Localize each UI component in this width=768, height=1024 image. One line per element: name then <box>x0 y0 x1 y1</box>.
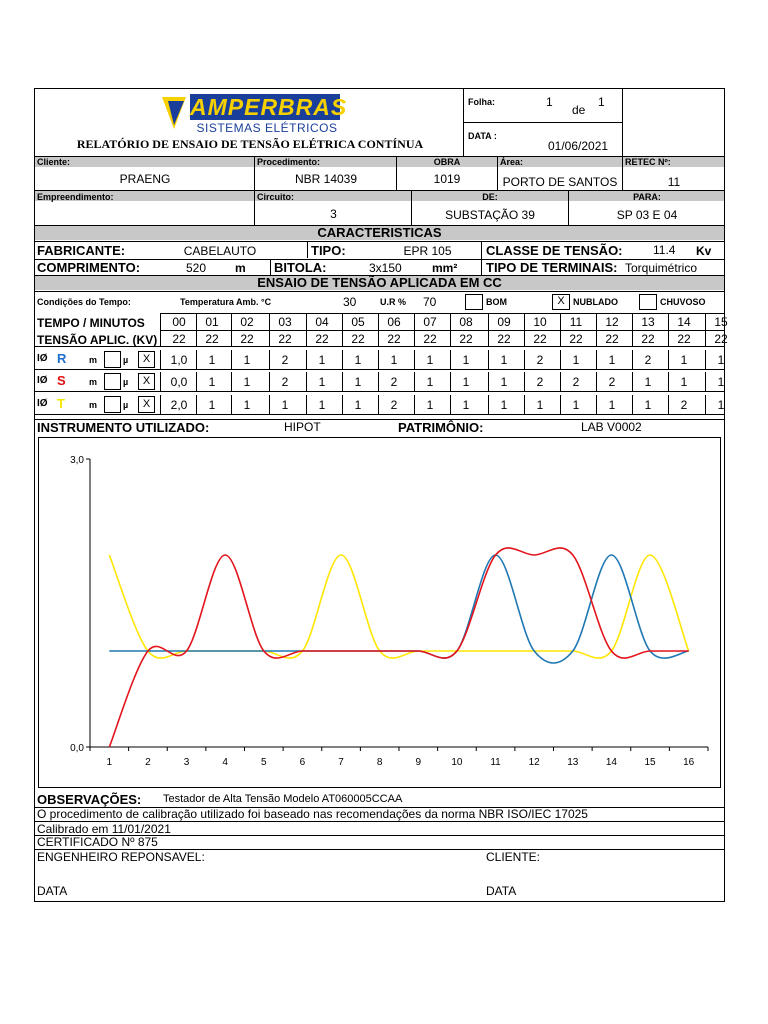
classe-label: CLASSE DE TENSÃO: <box>486 243 623 258</box>
bitola-value: 3x150 <box>369 261 402 275</box>
phase-value-cell: 2 <box>536 375 544 389</box>
unit-micro-label: µ <box>123 400 129 410</box>
voltage-cell: 22 <box>315 332 329 346</box>
patrimonio-label: PATRIMÔNIO: <box>398 420 484 435</box>
nublado-checkbox[interactable]: X <box>552 294 570 310</box>
phase-value-cell: 2,0 <box>170 398 188 412</box>
cliente-value: PRAENG <box>119 172 171 186</box>
unit-m-checkbox[interactable] <box>104 351 121 368</box>
logo-subtitle: SISTEMAS ELÉTRICOS <box>196 121 338 135</box>
calibration-date: Calibrado em 11/01/2021 <box>37 822 171 836</box>
minute-cell: 07 <box>423 315 437 329</box>
phase-value-cell: 2 <box>390 375 398 389</box>
phase-value-cell: 1 <box>208 398 216 412</box>
x-tick-label: 9 <box>415 757 422 768</box>
patrimonio-value: LAB V0002 <box>581 420 642 434</box>
x-tick-label: 4 <box>222 757 228 768</box>
bom-label: BOM <box>486 297 507 307</box>
x-tick-label: 6 <box>299 757 306 768</box>
phase-value-cell: 1 <box>281 398 289 412</box>
x-tick-label: 2 <box>145 757 151 768</box>
procedimento-value: NBR 14039 <box>294 172 358 186</box>
phase-value-cell: 1 <box>208 353 216 367</box>
voltage-cell: 22 <box>205 332 219 346</box>
observacoes-value: Testador de Alta Tensão Modelo AT060005CCAA <box>163 793 403 805</box>
phase-prefix: IØ <box>37 375 48 386</box>
cliente-sign-label: CLIENTE: <box>486 850 541 864</box>
voltage-cell: 22 <box>605 332 619 346</box>
tipo-value: EPR 105 <box>403 244 452 258</box>
y-tick-label: 3,0 <box>70 455 84 466</box>
series-line-t <box>109 555 688 658</box>
minute-cell: 12 <box>605 315 619 329</box>
phase-value-cell: 1 <box>354 375 362 389</box>
phase-value-cell: 1 <box>717 353 725 367</box>
phase-prefix: IØ <box>37 353 48 364</box>
x-tick-label: 7 <box>338 757 344 768</box>
voltage-cell: 22 <box>351 332 365 346</box>
ur-value: 70 <box>423 295 437 309</box>
obra-value: 1019 <box>433 172 461 186</box>
circuito-value: 3 <box>330 207 337 221</box>
unit-micro-checkbox[interactable]: X <box>138 351 155 368</box>
minute-cell: 14 <box>677 315 691 329</box>
phase-value-cell: 1 <box>608 353 616 367</box>
para-value: SP 03 E 04 <box>616 208 678 222</box>
y-tick-label: 0,0 <box>70 743 84 754</box>
phase-value-cell: 1 <box>318 353 326 367</box>
phase-value-cell: 1 <box>572 353 580 367</box>
phase-value-cell: 1 <box>680 353 688 367</box>
phase-value-cell: 2 <box>644 353 652 367</box>
phase-value-cell: 1 <box>208 375 216 389</box>
phase-value-cell: 2 <box>390 398 398 412</box>
voltage-cell: 22 <box>497 332 511 346</box>
phase-value-cell: 1 <box>462 353 470 367</box>
series-line-s <box>109 548 688 747</box>
comprimento-label: COMPRIMENTO: <box>37 260 141 275</box>
circuito-label: Circuito: <box>257 192 294 202</box>
observacoes-label: OBSERVAÇÕES: <box>37 792 142 807</box>
phase-value-cell: 1 <box>426 353 434 367</box>
voltage-cell: 22 <box>533 332 547 346</box>
x-tick-label: 11 <box>490 757 501 768</box>
grid-line <box>34 346 725 347</box>
phase-value-cell: 1 <box>717 375 725 389</box>
data-value: 01/06/2021 <box>548 139 609 153</box>
minute-cell: 02 <box>240 315 254 329</box>
phase-value-cell: 1 <box>462 375 470 389</box>
instrumento-label: INSTRUMENTO UTILIZADO: <box>37 420 210 435</box>
minute-cell: 09 <box>497 315 511 329</box>
x-tick-label: 1 <box>106 757 113 768</box>
folha-total: 1 <box>598 95 605 109</box>
phase-letter: S <box>57 373 66 388</box>
phase-value-cell: 2 <box>680 398 688 412</box>
area-label: Área: <box>500 157 524 167</box>
minute-cell: 00 <box>172 315 186 329</box>
phase-row-line <box>34 369 725 370</box>
minute-cell: 08 <box>459 315 473 329</box>
unit-micro-checkbox[interactable]: X <box>138 396 155 413</box>
procedimento-label: Procedimento: <box>257 157 321 167</box>
phase-value-cell: 1 <box>354 398 362 412</box>
phase-value-cell: 1 <box>644 398 652 412</box>
chuvoso-label: CHUVOSO <box>660 297 706 307</box>
logo-mark <box>160 95 190 131</box>
phase-value-cell: 1 <box>243 353 251 367</box>
grid-line <box>160 330 725 331</box>
phase-value-cell: 1 <box>243 375 251 389</box>
bitola-label: BITOLA: <box>274 260 327 275</box>
phase-value-cell: 1 <box>717 398 725 412</box>
tensao-label: TENSÃO APLIC. (KV) <box>37 333 158 347</box>
temperatura-label: Temperatura Amb. °C <box>180 297 272 307</box>
de-label: DE: <box>482 192 498 202</box>
engenheiro-date-label: DATA <box>37 884 68 898</box>
de-value: SUBSTAÇÃO 39 <box>445 208 535 222</box>
comprimento-value: 520 <box>186 261 207 275</box>
tempo-label: TEMPO / MINUTOS <box>37 316 145 330</box>
x-tick-label: 10 <box>451 757 463 768</box>
x-tick-label: 14 <box>605 757 617 768</box>
grid-line <box>160 313 725 314</box>
comprimento-unit: m <box>235 261 246 275</box>
voltage-cell: 22 <box>677 332 691 346</box>
fabricante-value: CABELAUTO <box>183 244 257 258</box>
unit-micro-checkbox[interactable]: X <box>138 373 155 390</box>
minute-cell: 10 <box>533 315 547 329</box>
unit-m-label: m <box>89 400 98 410</box>
nublado-label: NUBLADO <box>573 297 618 307</box>
phase-value-cell: 2 <box>536 353 544 367</box>
phase-value-cell: 1 <box>572 398 580 412</box>
phase-value-cell: 1 <box>243 398 251 412</box>
terminais-value: Torquimétrico <box>625 261 698 275</box>
voltage-cell: 22 <box>714 332 728 346</box>
unit-m-checkbox[interactable] <box>104 396 121 413</box>
unit-micro-label: µ <box>123 355 129 365</box>
phase-value-cell: 1 <box>680 375 688 389</box>
minute-cell: 03 <box>278 315 292 329</box>
phase-value-cell: 1 <box>500 353 508 367</box>
retec-value: 11 <box>667 175 681 189</box>
certificate-number: CERTIFICADO Nº 875 <box>37 835 158 849</box>
phase-value-cell: 0,0 <box>170 375 188 389</box>
voltage-cell: 22 <box>641 332 655 346</box>
minute-cell: 04 <box>315 315 329 329</box>
phase-value-cell: 1 <box>426 398 434 412</box>
phase-value-cell: 1 <box>318 398 326 412</box>
cliente-date-label: DATA <box>486 884 517 898</box>
bom-checkbox[interactable] <box>465 294 483 310</box>
caracteristicas-title: CARACTERISTICAS <box>317 225 442 240</box>
engenheiro-label: ENGENHEIRO REPONSAVEL: <box>37 850 205 864</box>
phase-value-cell: 1 <box>390 353 398 367</box>
phase-value-cell: 1 <box>462 398 470 412</box>
phase-row-line <box>34 414 725 415</box>
phase-letter: T <box>57 396 65 411</box>
tipo-label: TIPO: <box>311 243 346 258</box>
obra-label: OBRA <box>433 157 461 167</box>
instrumento-value: HIPOT <box>284 420 321 434</box>
folha-number: 1 <box>546 95 553 109</box>
x-tick-label: 12 <box>528 757 540 768</box>
minute-cell: 15 <box>714 315 728 329</box>
data-label: DATA : <box>468 131 497 141</box>
empreendimento-label: Empreendimento: <box>37 192 114 202</box>
phase-letter: R <box>57 351 67 366</box>
phase-value-cell: 1 <box>536 398 544 412</box>
bitola-unit: mm² <box>432 261 458 275</box>
phase-value-cell: 2 <box>281 353 289 367</box>
folha-label: Folha: <box>468 97 495 107</box>
ur-label: U.R % <box>380 297 407 307</box>
area-value: PORTO DE SANTOS <box>502 175 618 189</box>
voltage-cell: 22 <box>459 332 473 346</box>
unit-m-checkbox[interactable] <box>104 373 121 390</box>
phase-value-cell: 1 <box>500 375 508 389</box>
voltage-cell: 22 <box>172 332 186 346</box>
series-line-r <box>109 555 688 663</box>
phase-value-cell: 1 <box>354 353 362 367</box>
x-tick-label: 13 <box>567 757 579 768</box>
minute-cell: 13 <box>641 315 655 329</box>
report-title: RELATÓRIO DE ENSAIO DE TENSÃO ELÉTRICA CONTÍNUA <box>76 137 424 151</box>
folha-de-label: de <box>572 103 586 117</box>
voltage-cell: 22 <box>423 332 437 346</box>
calibration-note: O procedimento de calibração utilizado foi baseado nas recomendações da norma NBR ISO/IEC 17025 <box>37 807 588 821</box>
classe-value: 11.4 <box>653 243 676 257</box>
phase-prefix: IØ <box>37 398 48 409</box>
temperatura-value: 30 <box>343 295 357 309</box>
retec-label: RETEC Nº: <box>625 157 671 167</box>
phase-value-cell: 2 <box>281 375 289 389</box>
minute-cell: 05 <box>351 315 365 329</box>
phase-value-cell: 1 <box>644 375 652 389</box>
phase-value-cell: 1 <box>608 398 616 412</box>
phase-value-cell: 1,0 <box>170 353 188 367</box>
x-tick-label: 8 <box>376 757 383 768</box>
phase-value-cell: 1 <box>318 375 326 389</box>
line-chart <box>38 437 721 788</box>
logo-text: AMPERBRAS <box>190 94 348 120</box>
terminais-label: TIPO DE TERMINAIS: <box>486 260 618 275</box>
x-tick-label: 16 <box>683 757 695 768</box>
phase-value-cell: 2 <box>608 375 616 389</box>
condicoes-label: Condições do Tempo: <box>37 297 131 307</box>
x-tick-label: 3 <box>183 757 190 768</box>
voltage-cell: 22 <box>240 332 254 346</box>
voltage-cell: 22 <box>387 332 401 346</box>
minute-cell: 11 <box>569 315 583 329</box>
unit-micro-label: µ <box>123 377 129 387</box>
classe-unit: Kv <box>696 244 712 258</box>
phase-value-cell: 1 <box>426 375 434 389</box>
minute-cell: 01 <box>205 315 219 329</box>
chuvoso-checkbox[interactable] <box>639 294 657 310</box>
ensaio-title: ENSAIO DE TENSÃO APLICADA EM CC <box>257 275 502 290</box>
voltage-cell: 22 <box>278 332 292 346</box>
minute-cell: 06 <box>387 315 401 329</box>
phase-value-cell: 2 <box>572 375 580 389</box>
phase-row-line <box>34 391 725 392</box>
cliente-label: Cliente: <box>37 157 71 167</box>
fabricante-label: FABRICANTE: <box>37 243 126 258</box>
unit-m-label: m <box>89 355 98 365</box>
phase-value-cell: 1 <box>500 398 508 412</box>
x-tick-label: 5 <box>261 757 267 768</box>
x-tick-label: 15 <box>644 757 656 768</box>
para-label: PARA: <box>633 192 661 202</box>
voltage-cell: 22 <box>569 332 583 346</box>
unit-m-label: m <box>89 377 98 387</box>
